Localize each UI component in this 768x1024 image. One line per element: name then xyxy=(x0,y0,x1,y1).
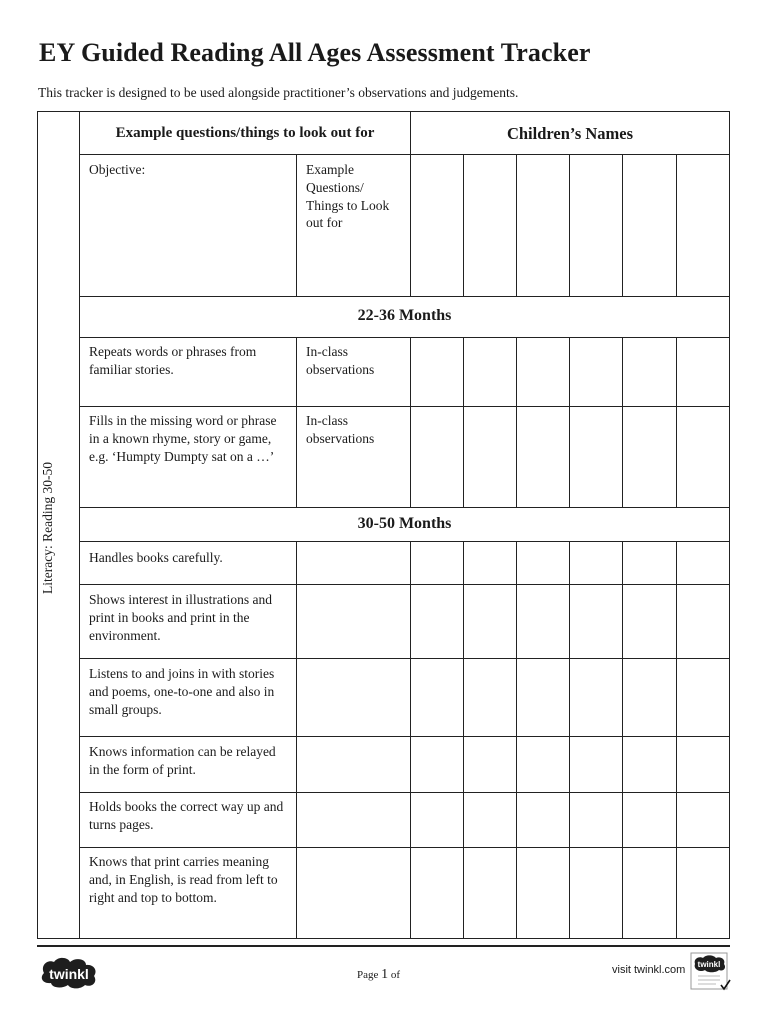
objective-text: Knows that print carries meaning and, in English, is read from left to right and top to bottom. xyxy=(89,854,278,905)
website-link[interactable]: visit twinkl.com xyxy=(612,964,686,976)
questions-column-header: Example questions/things to look out for xyxy=(115,125,375,141)
objective-text: Repeats words or phrases from familiar stories. xyxy=(89,344,257,377)
section-title: 30-50 Months xyxy=(357,515,452,532)
grid-line xyxy=(410,337,411,507)
grid-line xyxy=(79,541,730,542)
objective-label: Objective: xyxy=(89,162,146,177)
svg-text:twinkl: twinkl xyxy=(697,960,721,969)
quality-badge-icon xyxy=(690,952,732,997)
grid-line xyxy=(79,154,730,155)
grid-line xyxy=(79,584,730,585)
intro-text: This tracker is designed to be used alongside practitioner’s observations and judgements. xyxy=(38,85,519,100)
grid-line xyxy=(79,847,730,848)
childrens-names-header: Children’s Names xyxy=(506,124,634,143)
grid-line xyxy=(410,541,411,939)
grid-line xyxy=(79,507,730,508)
objective-text: Shows interest in illustrations and print in books and print in the environment. xyxy=(89,592,272,643)
grid-line xyxy=(79,296,730,297)
grid-line xyxy=(79,658,730,659)
grid-line xyxy=(79,406,730,407)
grid-line xyxy=(79,337,730,338)
page-title: EY Guided Reading All Ages Assessment Tracker xyxy=(39,38,591,67)
example-text: In-class observations xyxy=(306,413,375,446)
example-label: Example Questions/ Things to Look out for xyxy=(306,162,390,231)
objective-text: Handles books carefully. xyxy=(89,550,223,565)
objective-text: Listens to and joins in with stories and poems, one-to-one and also in small groups. xyxy=(89,666,275,717)
objective-text: Fills in the missing word or phrase in a known rhyme, story or game, e.g. ‘Humpty Dumpty sat on a …’ xyxy=(89,413,277,464)
objective-text: Knows information can be relayed in the form of print. xyxy=(89,744,276,777)
grid-line xyxy=(296,337,297,507)
grid-line xyxy=(296,541,297,939)
objective-text: Holds books the correct way up and turns pages. xyxy=(89,799,284,832)
page-number: Page 1 of xyxy=(357,967,401,982)
section-title: 22-36 Months xyxy=(357,307,452,324)
grid-line xyxy=(79,792,730,793)
svg-text:twinkl: twinkl xyxy=(49,966,89,982)
grid-line xyxy=(79,736,730,737)
example-text: In-class observations xyxy=(306,344,375,377)
side-subject-label: Literacy: Reading 30-50 xyxy=(40,461,55,594)
grid-line xyxy=(296,154,297,296)
footer-divider xyxy=(37,945,730,947)
twinkl-logo xyxy=(38,955,100,996)
